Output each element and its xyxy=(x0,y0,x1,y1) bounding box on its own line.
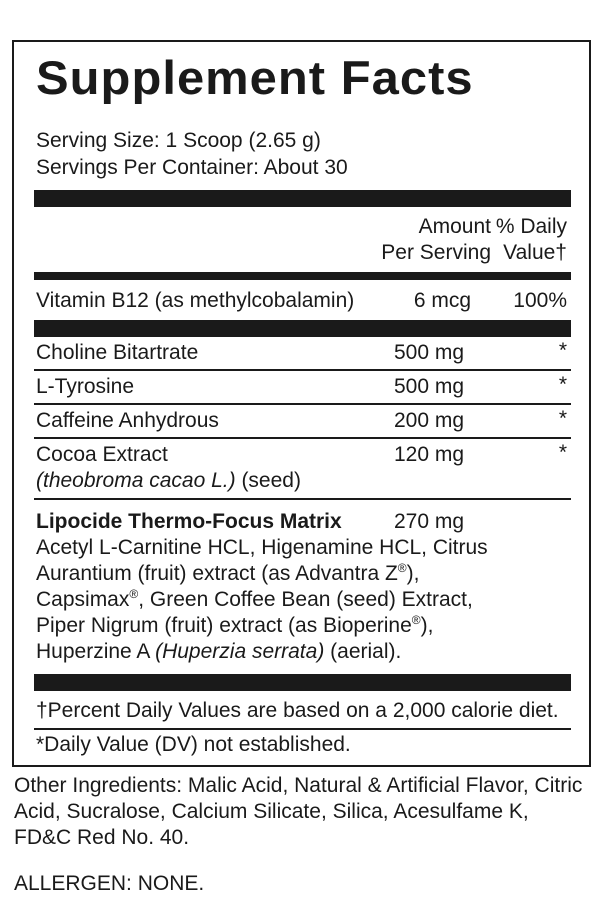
ingredient-name: Caffeine Anhydrous xyxy=(36,409,219,432)
ingredient-dv: * xyxy=(558,373,567,396)
thick-divider-middle xyxy=(34,320,571,337)
row-divider xyxy=(34,498,571,500)
footnote-divider xyxy=(34,728,571,730)
thick-divider-bottom xyxy=(34,674,571,691)
allergen-statement: ALLERGEN: NONE. xyxy=(14,872,205,895)
ingredient-amount: 200 mg xyxy=(394,409,465,432)
serving-size: Serving Size: 1 Scoop (2.65 g) xyxy=(36,129,321,152)
panel-title: Supplement Facts xyxy=(36,51,474,104)
amount-header-line2: Per Serving xyxy=(381,241,491,264)
cocoa-latin-name: (theobroma cacao L.) xyxy=(36,469,236,492)
footnote-not-established: *Daily Value (DV) not established. xyxy=(36,733,351,756)
supplement-facts-panel xyxy=(12,40,591,767)
matrix-line-3: Capsimax®, Green Coffee Bean (seed) Extract, xyxy=(36,587,473,611)
ingredient-name: L-Tyrosine xyxy=(36,375,135,398)
cocoa-source xyxy=(36,468,301,494)
matrix-line-5: Huperzine A (Huperzia serrata) (aerial). xyxy=(36,640,402,663)
matrix-line-4: Piper Nigrum (fruit) extract (as Bioperine®), xyxy=(36,613,434,637)
ingredient-dv: * xyxy=(558,407,567,430)
other-ingredients: Other Ingredients: Malic Acid, Natural & Artificial Flavor, Citric Acid, Sucralose, Calcium Silicate, Silica, Acesulfame K, FD&C Red No. 40. xyxy=(14,774,583,849)
ingredient-name: Choline Bitartrate xyxy=(36,341,199,364)
servings-per-container: Servings Per Container: About 30 xyxy=(36,156,348,179)
vitamin-dv: 100% xyxy=(513,289,567,312)
ingredient-name: Cocoa Extract xyxy=(36,443,168,466)
ingredient-amount: 500 mg xyxy=(394,341,465,364)
row-divider xyxy=(34,403,571,405)
vitamin-amount: 6 mcg xyxy=(413,289,471,312)
matrix-name: Lipocide Thermo-Focus Matrix xyxy=(36,510,342,533)
ingredient-amount: 120 mg xyxy=(394,443,465,466)
footnote-daily-values: †Percent Daily Values are based on a 2,000 calorie diet. xyxy=(36,699,559,722)
vitamin-name: Vitamin B12 (as methylcobalamin) xyxy=(36,289,355,312)
dv-header-line2: Value† xyxy=(503,241,567,264)
row-divider xyxy=(34,437,571,439)
ingredient-dv: * xyxy=(558,441,567,464)
cocoa-plant-part: (seed) xyxy=(235,469,301,492)
amount-header-line1: Amount xyxy=(418,215,491,238)
row-divider xyxy=(34,369,571,371)
thick-divider-top xyxy=(34,190,571,207)
dv-header-line1: % Daily xyxy=(495,215,567,238)
matrix-line-1: Acetyl L-Carnitine HCL, Higenamine HCL, Citrus xyxy=(36,536,488,559)
matrix-amount: 270 mg xyxy=(394,510,465,533)
medium-divider xyxy=(34,272,571,280)
ingredient-amount: 500 mg xyxy=(394,375,465,398)
ingredient-dv: * xyxy=(558,339,567,362)
matrix-line-2: Aurantium (fruit) extract (as Advantra Z®), xyxy=(36,561,420,585)
